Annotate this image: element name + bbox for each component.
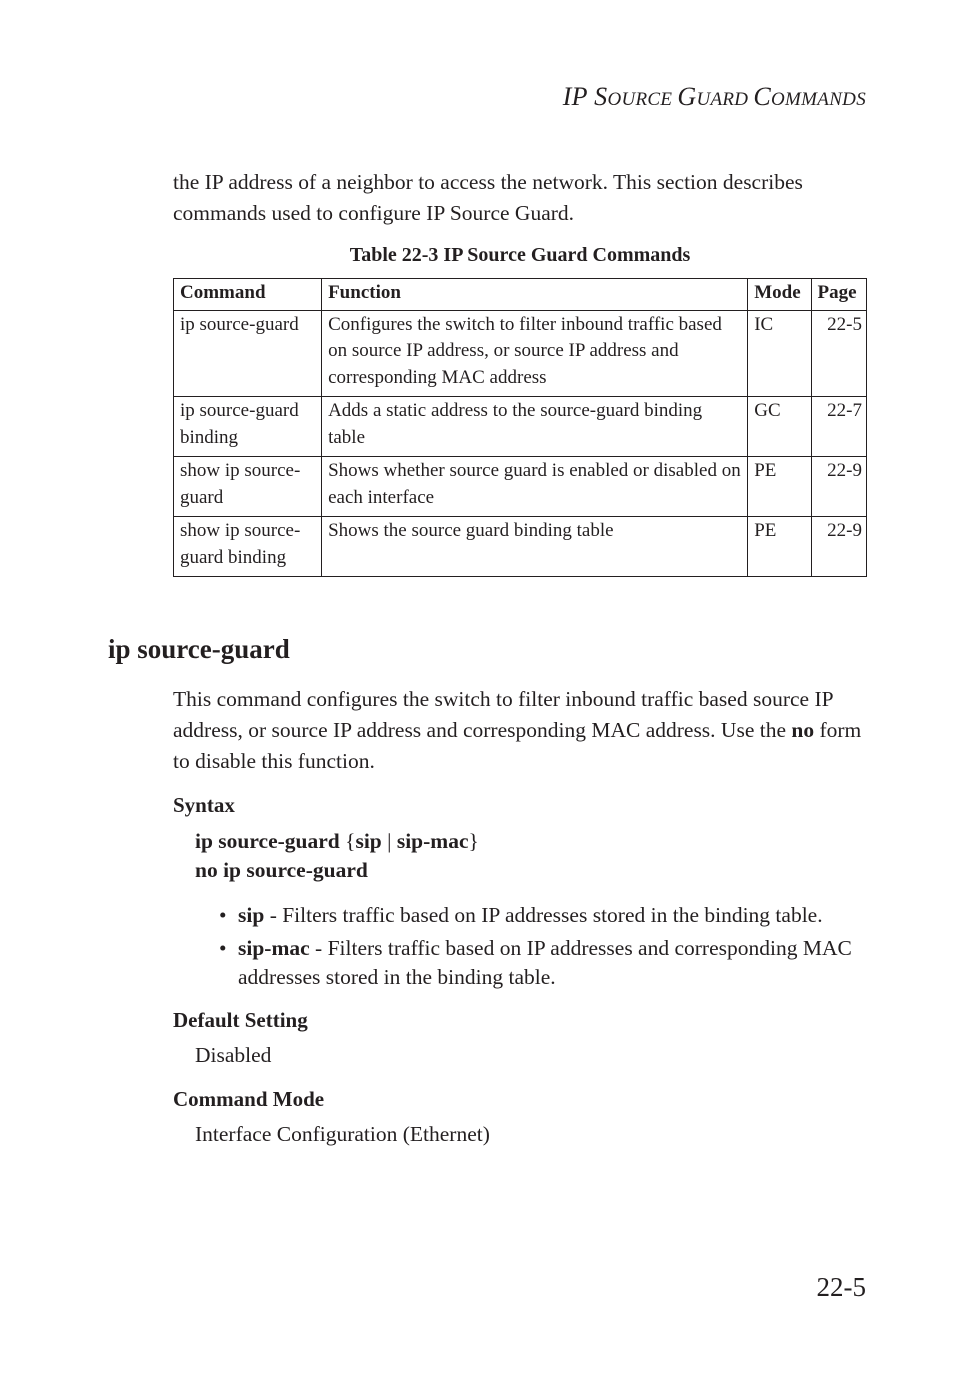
table-header-row [174,279,867,311]
syntax-brace: } [468,829,479,853]
running-header-part: G [677,82,697,111]
bullet-text: - Filters traffic based on IP addresses stored in the binding table. [264,903,823,927]
cell-command: show ip source-guard binding [174,517,322,577]
cell-page: 22-9 [811,517,866,577]
description-text: form to disable this function. [173,718,862,773]
running-header-part: UARD [696,89,754,110]
cell-command: ip source-guard binding [174,397,322,457]
cell-command: show ip source-guard [174,457,322,517]
page-number: 22-5 [816,1272,866,1302]
table-row [174,517,867,577]
cell-mode: PE [748,517,811,577]
cell-page: 22-7 [811,397,866,457]
column-header-function: Function [322,279,748,311]
bullet-icon: • [219,903,227,927]
bullet-term: sip [238,903,265,927]
table-row [174,397,867,457]
list-item [219,901,878,930]
column-header-mode: Mode [748,279,811,311]
table-row [174,310,867,397]
syntax-line-1 [195,829,479,854]
cell-function: Adds a static address to the source-guard binding table [322,397,748,457]
table-row [174,457,867,517]
command-mode-value: Interface Configuration (Ethernet) [195,1122,490,1146]
cell-page: 22-9 [811,457,866,517]
commands-table [173,278,867,577]
syntax-option: sip [355,829,382,853]
syntax-heading: Syntax [173,793,235,817]
cell-mode: PE [748,457,811,517]
section-description [173,684,873,777]
syntax-brace: { [345,829,356,853]
running-header-part: OURCE [607,89,678,110]
cell-function: Shows the source guard binding table [322,517,748,577]
cell-function: Shows whether source guard is enabled or disabled on each interface [322,457,748,517]
column-header-command: Command [174,279,322,311]
syntax-separator: | [381,829,397,853]
syntax-command: ip source-guard [195,829,346,853]
running-header-part: C [753,82,772,111]
running-header [563,82,866,112]
bullet-text: - Filters traffic based on IP addresses and corresponding MAC addresses stored in the binding table. [238,936,852,989]
intro-paragraph: the IP address of a neighbor to access the network. This section describes commands used to configure IP Source Guard. [173,170,803,225]
cell-command: ip source-guard [174,310,322,397]
cell-mode: IC [748,310,811,397]
description-keyword: no [791,718,815,742]
default-setting-heading: Default Setting [173,1008,308,1032]
section-title: ip source-guard [108,634,290,664]
running-header-part: IP S [562,82,608,111]
cell-page: 22-5 [811,310,866,397]
running-header-part: OMMANDS [771,89,866,110]
table-caption: Table 22-3 IP Source Guard Commands [349,244,691,266]
cell-function: Configures the switch to filter inbound traffic based on source IP address, or source IP address and corresponding MAC address [322,310,748,397]
cell-mode: GC [748,397,811,457]
syntax-line-2: no ip source-guard [195,858,368,882]
list-item [219,934,868,992]
syntax-option: sip-mac [396,829,469,853]
bullet-icon: • [219,936,227,960]
command-mode-heading: Command Mode [173,1087,325,1111]
column-header-page: Page [811,279,866,311]
default-setting-value: Disabled [195,1043,272,1067]
bullet-term: sip-mac [238,936,310,960]
description-text: This command configures the switch to filter inbound traffic based source IP address, or source IP address and corresponding MAC address. Use the [173,687,833,742]
